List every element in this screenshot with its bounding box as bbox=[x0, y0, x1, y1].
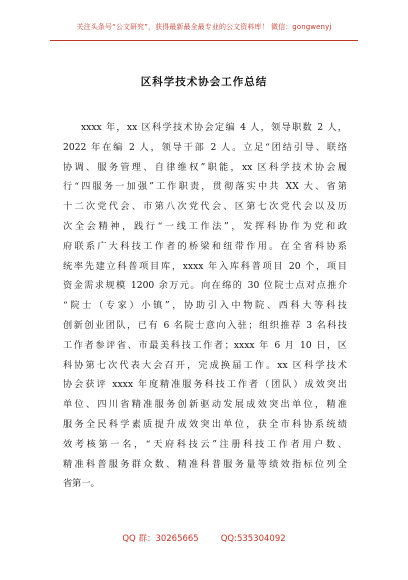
body-line: 协会获评 xxxx 年度精准服务科技工作者（团队）成效突出 bbox=[63, 379, 347, 391]
document-body bbox=[63, 118, 347, 494]
body-line: 省第一。 bbox=[63, 478, 100, 490]
body-line: 统率先建立科普项目库，xxxx 年入库科普项目 20 个，项目 bbox=[63, 260, 347, 272]
footer-qq-contact: QQ:535304092 bbox=[220, 534, 286, 544]
header-promo-note: 关注头条号“公文研究”，获得最新最全最专业的公文资料库！ 微信：gongwenyj bbox=[76, 23, 332, 31]
body-line: 行“四服务一加强”工作职责，贯彻落实中共 XX 大、省第 bbox=[63, 181, 347, 193]
body-line: 科协第七次代表大会召开，完成换届工作。xx 区科学技术 bbox=[63, 359, 347, 371]
body-line: 次全会精神，践行“一线工作法”，发挥科协作为党和政 bbox=[63, 220, 347, 232]
body-line: 工作者参评省、市最美科技工作者；xxxx 年 6 月 10 日，区 bbox=[63, 339, 347, 351]
body-line: 创新创业团队，已有 6 名院士意向入驻；组织推荐 3 名科技 bbox=[63, 319, 347, 331]
body-line: 十二次党代会、市第八次党代会、区第七次党代会以及历 bbox=[63, 201, 347, 213]
body-line: xxxx 年，xx 区科学技术协会定编 4 人，领导职数 2 人， bbox=[81, 122, 347, 133]
header-divider bbox=[50, 40, 358, 41]
body-line: 服务全民科学素质提升成效突出单位，获全市科协系统绩 bbox=[63, 418, 347, 430]
body-line: 精准科普服务群众数、精准科普服务量等绩效指标位列全 bbox=[63, 458, 347, 470]
footer-qq-group: QQ 群：30265665 bbox=[122, 534, 199, 544]
body-line: 单位、四川省精准服务创新驱动发展成效突出单位，精准 bbox=[63, 399, 347, 411]
footer-contact bbox=[0, 532, 408, 544]
body-line: “院士（专家）小镇”，协助引入中物院、西科大等科技 bbox=[63, 300, 347, 312]
body-line: 资金需求规模 1200 余万元。向在绵的 30 位院士点对点推介 bbox=[63, 280, 347, 292]
document-title: 区科学技术协会工作总结 bbox=[140, 76, 268, 88]
body-line: 2022 年在编 2 人，领导干部 2 人。立足“团结引导、联络 bbox=[63, 141, 347, 153]
body-line: 协调、服务管理、自律维权”职能，xx 区科学技术协会履 bbox=[63, 161, 347, 173]
body-line: 效考核第一名，“天府科技云”注册科技工作者用户数、 bbox=[63, 438, 347, 450]
body-line: 府联系广大科技工作者的桥梁和纽带作用。在全省科协系 bbox=[63, 240, 347, 252]
